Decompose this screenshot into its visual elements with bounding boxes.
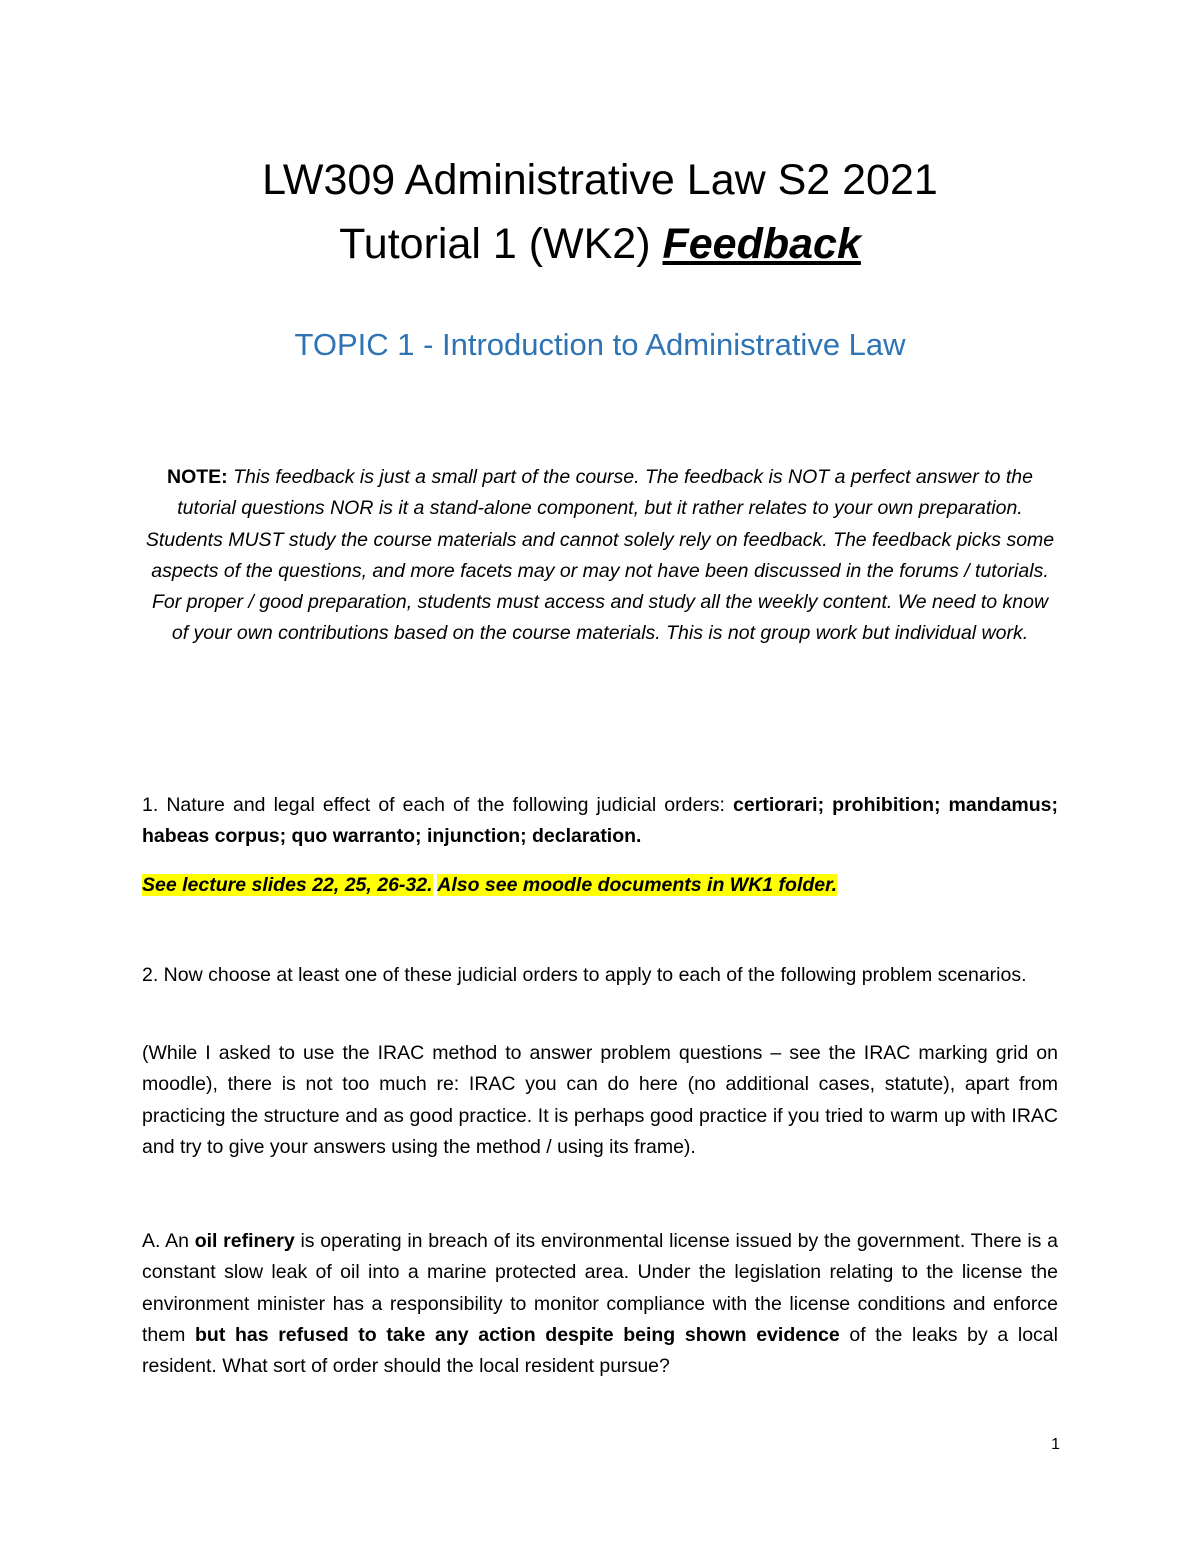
subtitle-feedback: Feedback [662,220,861,268]
topic-heading: TOPIC 1 - Introduction to Administrative Law [294,327,906,362]
question-a-text-2: is operating in breach of its environmental license issued by the government. There is a constant slow leak of oil into a marine protected area. Under the legislation relating to the license the environment minister has a responsibility to monitor compliance with the license conditions and enforce them [142,1230,1058,1346]
question-a-bold-2: but has refused to take any action despite being shown evidence [195,1323,840,1346]
question-1 [142,790,1058,853]
subtitle-prefix: Tutorial 1 (WK2) [339,220,663,268]
note-paragraph [142,462,1058,650]
document-subtitle [0,214,1200,274]
question-a-text-1: A. An [142,1230,195,1252]
question-1-text: 1. Nature and legal effect of each of the following judicial orders: [142,794,734,816]
note-text: This feedback is just a small part of the course. The feedback is NOT a perfect answer to the tutorial questions NOR is it a stand-alone component, but it rather relates to your own preparation. Students MUST study the course materials and cannot solely rely on feedback. The feedback picks some aspects of the questions, and more facets may or may not have been discussed in the forums / tutorials. For proper / good preparation, students must access and study all the weekly content. We need to know of your own contributions based on the course materials. This is not group work but individual work. [145,466,1055,645]
question-a-text-3: of the leaks by a local resident. What sort of order should the local resident pursue? [142,1323,1058,1378]
question-2: 2. Now choose at least one of these judicial orders to apply to each of the following problem scenarios. [142,964,1027,986]
document-title: LW309 Administrative Law S2 2021 [262,156,938,204]
irac-note: (While I asked to use the IRAC method to answer problem questions – see the IRAC marking grid on moodle), there is not too much re: IRAC you can do here (no additional cases, statute), apart from practicing the structure and as good practice. It is perhaps good practice if you tried to warm up with IRAC and try to give your answers using the method / using its frame). [142,1042,1058,1158]
page-number: 1 [1051,1436,1060,1453]
question-a-bold-1: oil refinery [194,1230,295,1252]
note-label: NOTE: [167,466,228,488]
question-1-highlight [142,870,1058,901]
highlight-moodle-documents: Also see moodle documents in WK1 folder. [437,874,838,896]
highlight-lecture-slides: See lecture slides 22, 25, 26-32. [142,874,433,896]
question-1-orders: certiorari; prohibition; mandamus; habeas corpus; quo warranto; injunction; declaration. [142,794,1058,848]
question-a [142,1226,1058,1382]
